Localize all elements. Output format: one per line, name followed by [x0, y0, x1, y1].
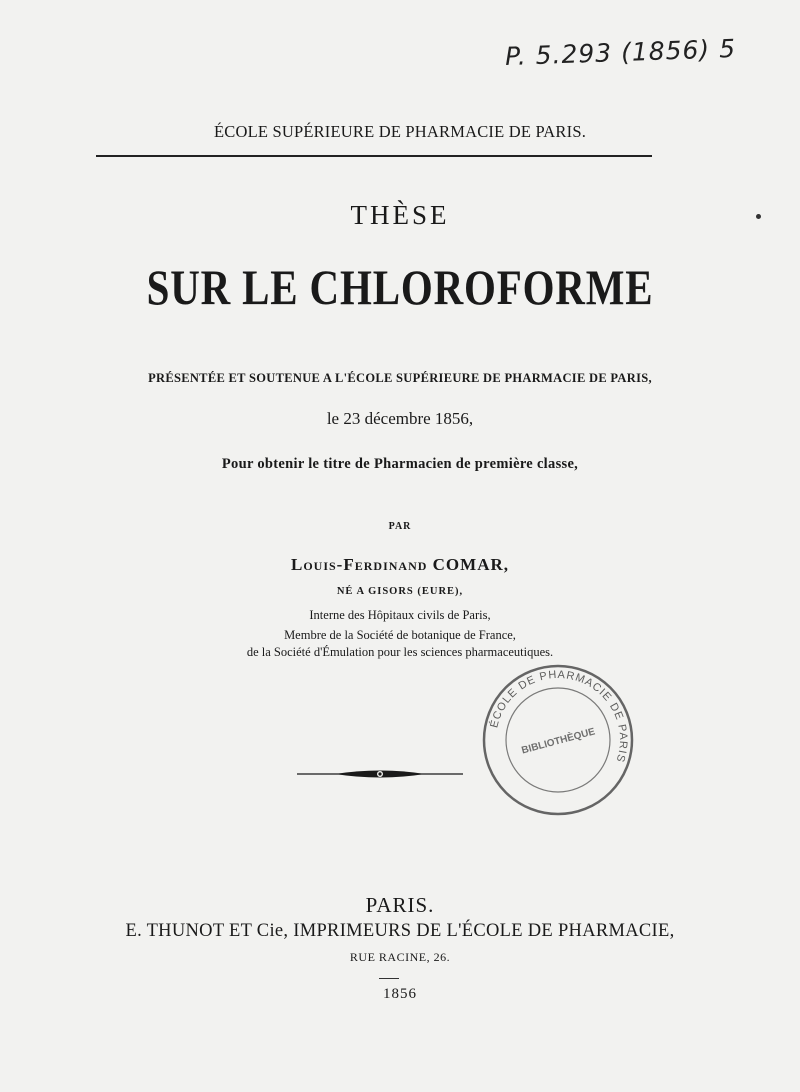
manuscript-call-number: P. 5.293 (1856) 5: [504, 33, 737, 72]
thesis-title: SUR LE CHLOROFORME: [146, 259, 654, 315]
imprint-dash: [379, 978, 399, 979]
library-stamp: [478, 660, 638, 820]
author-credential: Membre de la Société de botanique de France,: [284, 628, 516, 642]
author-credential: de la Société d'Émulation pour les sciences pharmaceutiques.: [246, 645, 554, 659]
author-name: Louis-Ferdinand COMAR,: [291, 555, 509, 574]
imprint-street: RUE RACINE, 26.: [349, 950, 451, 964]
svg-text:ÉCOLE DE PHARMACIE DE PARIS: [487, 669, 629, 764]
ink-speck: [756, 214, 761, 219]
imprint-year: 1856: [383, 986, 417, 1002]
defense-date: le 23 décembre 1856,: [326, 409, 474, 428]
school-header: ÉCOLE SUPÉRIEURE DE PHARMACIE DE PARIS.: [213, 122, 587, 141]
degree-purpose: Pour obtenir le titre de Pharmacien de première classe,: [221, 456, 579, 472]
author-credential: Interne des Hôpitaux civils de Paris,: [309, 608, 491, 622]
author-birthplace: NÉ A GISORS (EURE),: [336, 586, 464, 597]
header-rule: [96, 155, 652, 157]
thesis-kicker: THÈSE: [350, 200, 450, 230]
imprint-printer: E. THUNOT ET Cie, IMPRIMEURS DE L'ÉCOLE DE PHARMACIE,: [125, 921, 675, 941]
stamp-inner-text: BIBLIOTHÈQUE: [520, 726, 597, 757]
par-label: PAR: [388, 521, 412, 532]
imprint-city: PARIS.: [365, 893, 435, 917]
presentation-line: PRÉSENTÉE ET SOUTENUE A L'ÉCOLE SUPÉRIEURE DE PHARMACIE DE PARIS,: [148, 371, 652, 385]
ornamental-divider: [295, 766, 465, 782]
stamp-outer-text: ÉCOLE DE PHARMACIE DE PARIS: [488, 668, 630, 765]
